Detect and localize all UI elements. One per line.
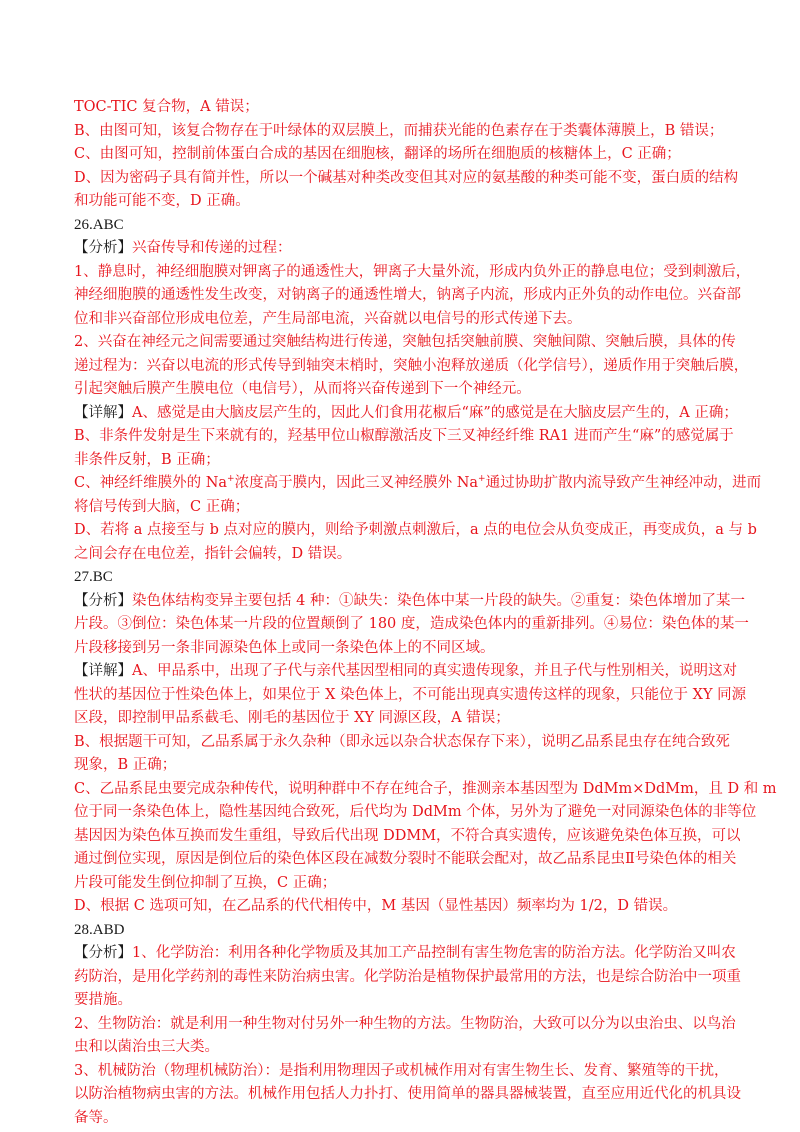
text-line: 位于同一条染色体上，隐性基因纯合致死，后代均为 DdMm 个体，另外为了避免一对同源染色体的非等位 bbox=[74, 804, 757, 820]
text-line: 递过程为：兴奋以电流的形式传导到轴突末梢时，突触小泡释放递质（化学信号），递质作用于突触后膜， bbox=[74, 357, 749, 374]
text-line: 和功能可能不变，D 正确。 bbox=[74, 193, 250, 209]
text-line: 引起突触后膜产生膜电位（电信号），从而将兴奋传递到下一个神经元。 bbox=[74, 381, 531, 397]
superscript: + bbox=[227, 474, 235, 485]
text-line: 药防治，是用化学药剂的毒性来防治病虫害。化学防治是植物保护最常用的方法，也是综合防治中一项重 bbox=[74, 968, 741, 985]
text-line: 位和非兴奋部位形成电位差，产生局部电流，兴奋就以电信号的形式传递下去。 bbox=[74, 310, 582, 327]
text-line bbox=[74, 237, 734, 261]
text-line: 片段移接到另一条非同源染色体上或同一条染色体上的不同区域。 bbox=[74, 639, 495, 656]
text-line: TOC-TIC 复合物，A 错误； bbox=[74, 99, 259, 115]
section-tag: 【详解】 bbox=[74, 663, 132, 679]
question-number: 26.ABC bbox=[74, 216, 124, 233]
text-line: 通过倒位实现，原因是倒位后的染色体区段在减数分裂时不能联会配对，故乙品系昆虫Ⅱ号染色体的相关 bbox=[74, 851, 737, 867]
superscript: + bbox=[478, 474, 486, 485]
text-line bbox=[74, 402, 738, 426]
text-line: 将信号传到大脑，C 正确； bbox=[74, 498, 250, 515]
text-line: D、因为密码子具有简并性，所以一个碱基对种类改变但其对应的氨基酸的种类可能不变，蛋白质的结构 bbox=[74, 169, 739, 186]
text-line: 神经细胞膜的通透性发生改变，对钠离子的通透性增大，钠离子内流，形成内正外负的动作电位。兴奋部 bbox=[74, 287, 741, 303]
question-number: 27.BC bbox=[74, 569, 113, 585]
text-line: 要措施。 bbox=[74, 992, 132, 1008]
answer-document bbox=[74, 96, 777, 1130]
text-line: 片段可能发生倒位抑制了互换，C 正确； bbox=[74, 874, 337, 891]
text-line: 之间会存在电位差，指针会偏转，D 错误。 bbox=[74, 545, 352, 562]
text-line bbox=[74, 942, 734, 966]
text-line: 备等。 bbox=[74, 1109, 118, 1126]
text-line: 以防治植物病虫害的方法。机械作用包括人力扑打、使用简单的器具器械装置，直至应用近代化的机具设 bbox=[74, 1086, 741, 1102]
text-line: B、根据题干可知，乙品系属于永久杂种（即永远以杂合状态保存下来），说明乙品系昆虫存在纯合致死 bbox=[74, 733, 730, 750]
text-line: 性状的基因位于性染色体上，如果位于 X 染色体上，不可能出现真实遗传这样的现象，只能位于 XY 同源 bbox=[74, 686, 747, 703]
text-line: 非条件反射，B 正确； bbox=[74, 451, 220, 468]
line-text: A、感觉是由大脑皮层产生的，因此人们食用花椒后“麻”的感觉是在大脑皮层产生的，A 正确； bbox=[132, 404, 738, 421]
text-line: C、由图可知，控制前体蛋白合成的基因在细胞核，翻译的场所在细胞质的核糖体上，C 正确； bbox=[74, 146, 681, 162]
text-line: 基因因为染色体互换而发生重组，导致后代出现 DDMM，不符合真实遗传，应该避免染色体互换，可以 bbox=[74, 827, 741, 844]
text-line: 1、静息时，神经细胞膜对钾离子的通透性大，钾离子大量外流，形成内负外正的静息电位；受到刺激后， bbox=[74, 263, 751, 280]
section-tag: 【分析】 bbox=[74, 240, 132, 256]
line-text: 浓度高于膜内，因此三叉神经膜外 Na bbox=[234, 475, 479, 491]
text-line: 虫和以菌治虫三大类。 bbox=[74, 1039, 219, 1055]
text-line bbox=[74, 472, 762, 496]
section-tag: 【详解】 bbox=[74, 404, 132, 421]
text-line: 片段。③倒位：染色体某一片段的位置颠倒了 180 度，造成染色体内的重新排列。④易位：染色体的某一 bbox=[74, 616, 749, 632]
line-text: A、甲品系中，出现了子代与亲代基因型相同的真实遗传现象，并且子代与性别相关，说明这对 bbox=[132, 663, 737, 679]
question-number: 28.ABD bbox=[74, 921, 125, 938]
line-text: 通过协助扩散内流导致产生神经冲动，进而 bbox=[485, 475, 762, 491]
text-line bbox=[74, 590, 745, 614]
text-line: D、根据 C 选项可知，在乙品系的代代相传中，M 基因（显性基因）频率均为 1/2，D 错误。 bbox=[74, 898, 678, 914]
text-line: C、乙品系昆虫要完成杂种传代，说明种群中不存在纯合子，推测亲本基因型为 DdMm×DdMm，且 D 和 m bbox=[74, 780, 777, 797]
line-text: 染色体结构变异主要包括 4 种：①缺失：染色体中某一片段的缺失。②重复：染色体增加了某一 bbox=[132, 592, 745, 609]
section-tag: 【分析】 bbox=[74, 945, 132, 961]
line-text: C、神经纤维膜外的 Na bbox=[74, 475, 228, 491]
line-text: 兴奋传导和传递的过程： bbox=[132, 240, 292, 256]
text-line: 2、生物防治：就是利用一种生物对付另外一种生物的方法。生物防治，大致可以分为以虫治虫、以鸟治 bbox=[74, 1015, 736, 1032]
text-line: B、非条件发射是生下来就有的，羟基甲位山椒醇激活皮下三叉神经纤维 RA1 进而产生“麻”的感觉属于 bbox=[74, 428, 734, 444]
text-line: 区段，即控制甲品系截毛、刚毛的基因位于 XY 同源区段，A 错误； bbox=[74, 710, 510, 726]
text-line: D、若将 a 点接至与 b 点对应的膜内，则给予刺激点刺激后，a 点的电位会从负变成正，再变成负，a 与 b bbox=[74, 522, 757, 538]
line-text: 1、化学防治：利用各种化学物质及其加工产品控制有害生物危害的防治方法。化学防治又叫农 bbox=[132, 945, 736, 961]
section-tag: 【分析】 bbox=[74, 592, 132, 609]
text-line: 3、机械防治（物理机械防治）：是指利用物理因子或机械作用对有害生物生长、发育、繁殖等的干扰， bbox=[74, 1062, 729, 1079]
text-line bbox=[74, 660, 737, 684]
text-line: 2、兴奋在神经元之间需要通过突触结构进行传递，突触包括突触前膜、突触间隙、突触后膜，具体的传 bbox=[74, 334, 736, 350]
text-line: 现象，B 正确； bbox=[74, 757, 177, 773]
text-line: B、由图可知，该复合物存在于叶绿体的双层膜上，而捕获光能的色素存在于类囊体薄膜上，B 错误； bbox=[74, 122, 724, 139]
